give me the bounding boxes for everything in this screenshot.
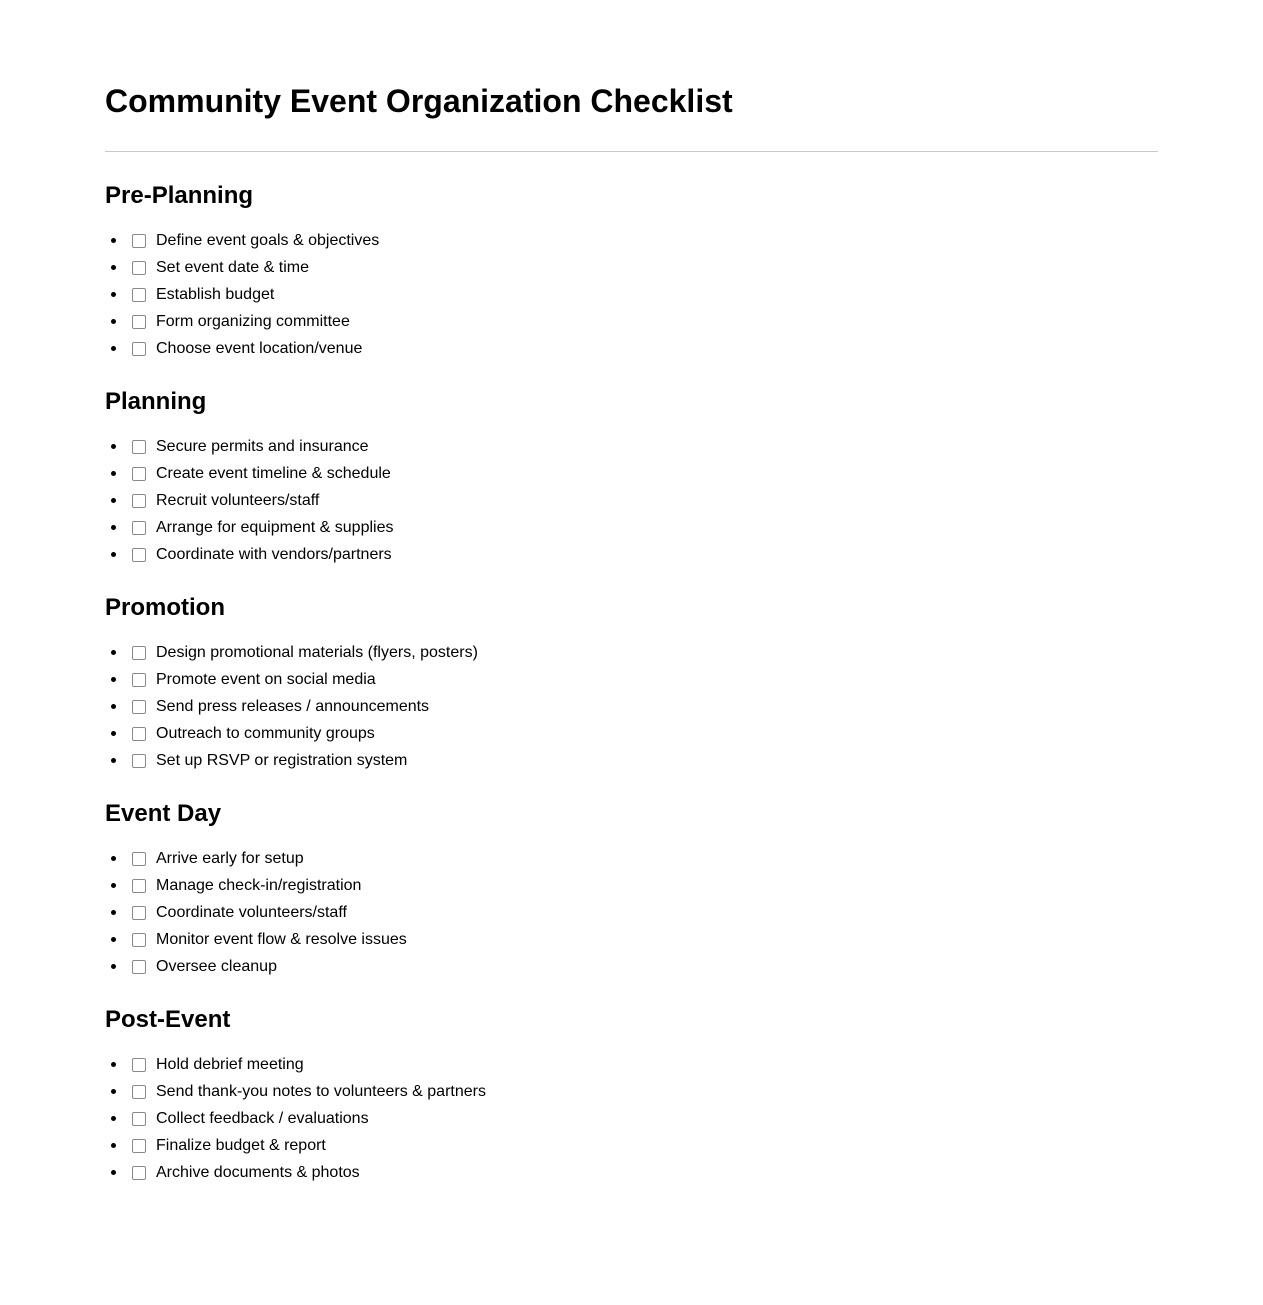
bullet-icon	[111, 552, 116, 557]
checklist-item-label: Set event date & time	[156, 259, 309, 276]
checklist-section	[105, 182, 1158, 362]
bullet-icon	[111, 1062, 116, 1067]
checklist-item-label: Form organizing committee	[156, 313, 350, 330]
bullet-icon	[111, 292, 116, 297]
bullet-icon	[111, 677, 116, 682]
checklist-item-label: Recruit volunteers/staff	[156, 492, 320, 509]
checkbox[interactable]	[132, 548, 146, 562]
checklist-item-label: Create event timeline & schedule	[156, 465, 391, 482]
checkbox[interactable]	[132, 727, 146, 741]
checklist-item-label: Outreach to community groups	[156, 725, 375, 742]
bullet-icon	[111, 498, 116, 503]
checkbox[interactable]	[132, 960, 146, 974]
checkbox[interactable]	[132, 315, 146, 329]
checklist-item-label: Collect feedback / evaluations	[156, 1110, 369, 1127]
sections	[105, 182, 1158, 1186]
checklist-item	[105, 872, 1158, 899]
bullet-icon	[111, 319, 116, 324]
checklist-item	[105, 747, 1158, 774]
section-heading: Pre-Planning	[105, 182, 254, 209]
bullet-icon	[111, 704, 116, 709]
checkbox[interactable]	[132, 673, 146, 687]
checkbox[interactable]	[132, 1058, 146, 1072]
bullet-icon	[111, 1089, 116, 1094]
checkbox[interactable]	[132, 906, 146, 920]
checklist-item-label: Finalize budget & report	[156, 1137, 326, 1154]
checkbox[interactable]	[132, 1085, 146, 1099]
checklist	[105, 227, 1158, 362]
checklist-item	[105, 335, 1158, 362]
checkbox[interactable]	[132, 700, 146, 714]
checklist-item-label: Arrive early for setup	[156, 850, 304, 867]
checkbox[interactable]	[132, 1112, 146, 1126]
checkbox[interactable]	[132, 440, 146, 454]
checkbox[interactable]	[132, 288, 146, 302]
checklist-item-label: Send thank-you notes to volunteers & partners	[156, 1083, 486, 1100]
checklist	[105, 639, 1158, 774]
checklist-item	[105, 639, 1158, 666]
checkbox[interactable]	[132, 521, 146, 535]
checklist-section	[105, 1006, 1158, 1186]
checkbox[interactable]	[132, 933, 146, 947]
checklist	[105, 433, 1158, 568]
checkbox[interactable]	[132, 234, 146, 248]
checklist-item-label: Define event goals & objectives	[156, 232, 380, 249]
checklist-item-label: Oversee cleanup	[156, 958, 277, 975]
bullet-icon	[111, 883, 116, 888]
checkbox[interactable]	[132, 646, 146, 660]
checklist-item-label: Promote event on social media	[156, 671, 376, 688]
checklist-item	[105, 1078, 1158, 1105]
checklist-item	[105, 541, 1158, 568]
checklist-section	[105, 800, 1158, 980]
bullet-icon	[111, 471, 116, 476]
checkbox[interactable]	[132, 1139, 146, 1153]
section-heading: Planning	[105, 388, 207, 415]
checklist-item	[105, 254, 1158, 281]
checkbox[interactable]	[132, 754, 146, 768]
checklist-item	[105, 693, 1158, 720]
bullet-icon	[111, 1116, 116, 1121]
checklist-item-label: Manage check-in/registration	[156, 877, 362, 894]
checklist	[105, 845, 1158, 980]
bullet-icon	[111, 238, 116, 243]
checklist-section	[105, 388, 1158, 568]
checklist-item-label: Send press releases / announcements	[156, 698, 430, 715]
checklist-item	[105, 666, 1158, 693]
checklist-item-label: Set up RSVP or registration system	[156, 752, 408, 769]
checklist-item-label: Secure permits and insurance	[156, 438, 369, 455]
bullet-icon	[111, 937, 116, 942]
bullet-icon	[111, 265, 116, 270]
checkbox[interactable]	[132, 879, 146, 893]
checklist-item	[105, 308, 1158, 335]
checklist-item	[105, 926, 1158, 953]
section-heading: Promotion	[105, 594, 225, 621]
checklist-item-label: Arrange for equipment & supplies	[156, 519, 394, 536]
checklist-item-label: Archive documents & photos	[156, 1164, 360, 1181]
divider	[105, 151, 1158, 152]
bullet-icon	[111, 758, 116, 763]
checklist-item-label: Coordinate volunteers/staff	[156, 904, 347, 921]
checklist	[105, 1051, 1158, 1186]
checklist-section	[105, 594, 1158, 774]
checklist-item-label: Establish budget	[156, 286, 275, 303]
checklist-item-label: Hold debrief meeting	[156, 1056, 304, 1073]
checklist-item	[105, 1105, 1158, 1132]
checkbox[interactable]	[132, 494, 146, 508]
bullet-icon	[111, 650, 116, 655]
checklist-item	[105, 953, 1158, 980]
checkbox[interactable]	[132, 342, 146, 356]
bullet-icon	[111, 1170, 116, 1175]
checkbox[interactable]	[132, 467, 146, 481]
checklist-item	[105, 845, 1158, 872]
bullet-icon	[111, 525, 116, 530]
checklist-item	[105, 899, 1158, 926]
checklist-item	[105, 460, 1158, 487]
bullet-icon	[111, 856, 116, 861]
bullet-icon	[111, 910, 116, 915]
checklist-item	[105, 1051, 1158, 1078]
checklist-item-label: Choose event location/venue	[156, 340, 363, 357]
checklist-item	[105, 1159, 1158, 1186]
checklist-item-label: Monitor event flow & resolve issues	[156, 931, 407, 948]
page-title: Community Event Organization Checklist	[105, 83, 733, 119]
bullet-icon	[111, 964, 116, 969]
checklist-item	[105, 514, 1158, 541]
checkbox[interactable]	[132, 261, 146, 275]
section-heading: Post-Event	[105, 1006, 231, 1033]
checkbox[interactable]	[132, 1166, 146, 1180]
bullet-icon	[111, 444, 116, 449]
checklist-item	[105, 281, 1158, 308]
bullet-icon	[111, 1143, 116, 1148]
checklist-item	[105, 433, 1158, 460]
checklist-item	[105, 487, 1158, 514]
checklist-item	[105, 227, 1158, 254]
checkbox[interactable]	[132, 852, 146, 866]
checklist-item	[105, 1132, 1158, 1159]
checklist-item-label: Coordinate with vendors/partners	[156, 546, 392, 563]
bullet-icon	[111, 731, 116, 736]
bullet-icon	[111, 346, 116, 351]
section-heading: Event Day	[105, 800, 222, 827]
checklist-item-label: Design promotional materials (flyers, posters)	[156, 644, 478, 661]
checklist-item	[105, 720, 1158, 747]
